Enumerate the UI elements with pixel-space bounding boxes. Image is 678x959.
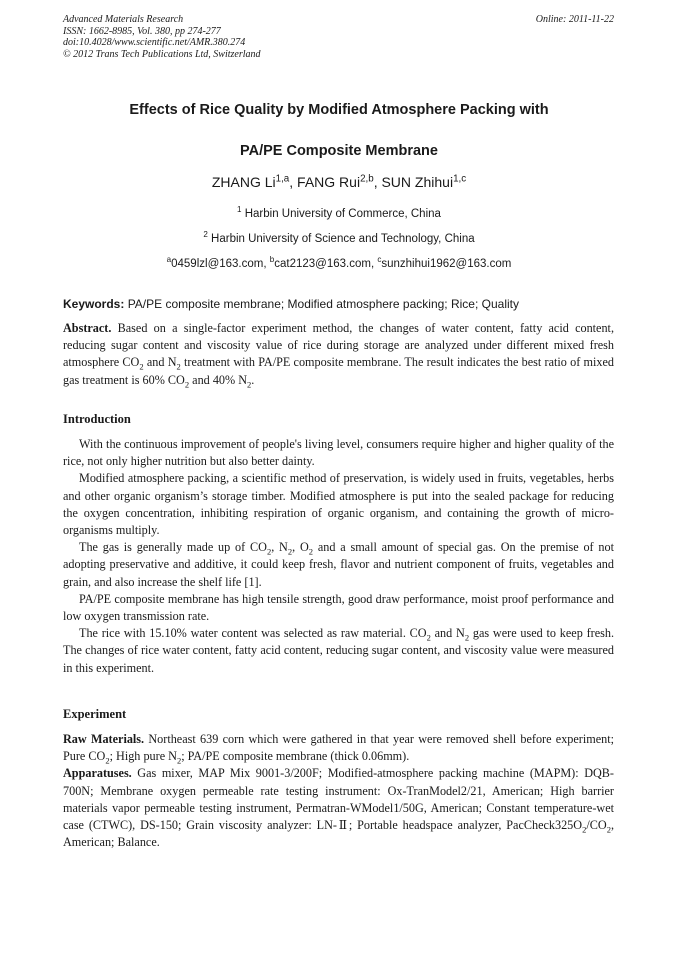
- email-c[interactable]: sunzhihui1962@163.com: [381, 258, 512, 270]
- subscript: 2: [582, 824, 587, 835]
- abstract-text: .: [251, 372, 255, 387]
- subscript: 2: [464, 632, 470, 643]
- subscript: 2: [184, 379, 190, 390]
- abstract-text: and N: [143, 355, 177, 370]
- title-line-1: Effects of Rice Quality by Modified Atmosphere Packing with: [129, 102, 549, 118]
- subscript: 2: [266, 546, 272, 557]
- affiliation-2: [0, 230, 678, 245]
- intro-text: gas were used to keep fresh. The changes of rice water content, fatty acid content, reducing sugar content, and viscosity value were measured in this experiment.: [63, 626, 614, 675]
- abstract: [63, 320, 614, 389]
- author-2: FANG Rui: [297, 174, 361, 190]
- online-date: Online: 2011-11-22: [535, 14, 614, 25]
- title-line-2: PA/PE Composite Membrane: [240, 143, 438, 159]
- intro-text: , O: [292, 540, 309, 555]
- author-sep: ,: [373, 174, 382, 190]
- subscript: 2: [606, 824, 611, 835]
- section-heading-introduction: Introduction: [63, 412, 131, 426]
- author-sep: ,: [289, 174, 298, 190]
- experiment-body: [63, 731, 614, 851]
- intro-paragraph-3: [63, 539, 614, 591]
- raw-materials: [63, 731, 614, 765]
- intro-text: and N: [430, 626, 465, 641]
- affiliation-1: [0, 205, 678, 220]
- author-2-sup: 2,b: [360, 173, 374, 185]
- keywords-label: Keywords:: [63, 297, 125, 311]
- author-1: ZHANG Li: [211, 174, 276, 190]
- aff-1-num: 1: [237, 205, 242, 215]
- author-list: [0, 174, 678, 190]
- email-a[interactable]: 0459lzl@163.com,: [171, 258, 270, 270]
- experiment-text: ; High pure N: [109, 749, 177, 764]
- abstract-text: treatment with PA/PE composite membrane. The result indicates the best ratio of mixed gas treatment is 60% CO: [63, 355, 614, 387]
- subscript: 2: [247, 379, 252, 390]
- subscript: 2: [308, 546, 314, 557]
- journal-name: Advanced Materials Research: [63, 14, 184, 25]
- experiment-text: Gas mixer, MAP Mix 9001-3/200F; Modified-atmosphere packing machine (MAPM): DQB-700N; Membrane oxygen permeable rate testing instrument: Ox-TranModel2/21, American; High barrier materials vapor permeable testing instrument, Permatran-WModel1/50G, American; Constant temperature-wet case (CTWC), DS-150; Grain viscosity analyzer: LN-Ⅱ; Portable headspace analyzer, PacCheck325O: [63, 766, 614, 833]
- author-3-sup: 1,c: [453, 173, 467, 185]
- subscript: 2: [105, 755, 110, 766]
- experiment-text: /CO: [586, 818, 607, 833]
- author-1-sup: 1,a: [275, 173, 290, 185]
- intro-paragraph-5: [63, 625, 614, 677]
- aff-2-num: 2: [203, 230, 208, 240]
- subscript: 2: [287, 546, 293, 557]
- abstract-text: Based on a single-factor experiment method, the changes of water content, fatty acid content, reducing sugar content and viscosity value of rice during storage are analyzed under different mixed fresh atmosphere CO: [63, 321, 614, 370]
- intro-text: , N: [271, 540, 288, 555]
- experiment-text: ; PA/PE composite membrane (thick 0.06mm).: [181, 749, 410, 764]
- copyright: © 2012 Trans Tech Publications Ltd, Switzerland: [63, 48, 261, 60]
- experiment-text: , American; Balance.: [63, 818, 614, 850]
- intro-paragraph-4: PA/PE composite membrane has high tensile strength, good draw performance, moist proof performance and low oxygen transmission rate.: [63, 591, 614, 624]
- subscript: 2: [139, 361, 144, 372]
- doi: doi:10.4028/www.scientific.net/AMR.380.274: [63, 37, 246, 48]
- raw-materials-label: Raw Materials.: [63, 732, 145, 746]
- subscript: 2: [176, 361, 181, 372]
- author-3: SUN Zhihui: [381, 174, 454, 190]
- issn: ISSN: 1662-8985, Vol. 380, pp 274-277: [63, 25, 221, 37]
- subscript: 2: [176, 755, 182, 766]
- intro-text: and a small amount of special gas. On the premise of not adopting preservative and additive, it could keep fresh, flavor and nutrient component of fruits, vegetables and grain, and also increase the shelf life [1].: [63, 540, 614, 589]
- intro-text: The gas is generally made up of CO: [79, 540, 267, 555]
- aff-1-text: Harbin University of Commerce, China: [241, 208, 441, 220]
- email-b-sup: b: [269, 255, 275, 265]
- keywords-text: PA/PE composite membrane; Modified atmosphere packing; Rice; Quality: [124, 297, 519, 311]
- author-emails: [0, 255, 678, 270]
- intro-paragraph-2: Modified atmosphere packing, a scientific method of preservation, is widely used in fruits, vegetables, herbs and other organic organism’s storage timber. Modified atmosphere is put into the sealed package for reducing the oxygen concentration, inhibiting respiration of organic organism, and containing the growth of micro-organisms multiply.: [63, 471, 614, 538]
- email-b[interactable]: cat2123@163.com,: [274, 258, 378, 270]
- apparatuses-label: Apparatuses.: [63, 766, 132, 781]
- intro-paragraph-1: With the continuous improvement of people's living level, consumers require higher and higher quality of the rice, not only higher nutrition but also better dainty.: [63, 437, 614, 469]
- aff-2-text: Harbin University of Science and Technology, China: [207, 233, 475, 245]
- abstract-label: Abstract.: [63, 321, 112, 335]
- email-a-sup: a: [166, 255, 172, 265]
- subscript: 2: [426, 632, 431, 643]
- email-c-sup: c: [377, 255, 382, 265]
- apparatuses: [63, 765, 614, 851]
- intro-text: The rice with 15.10% water content was selected as raw material. CO: [79, 626, 427, 641]
- experiment-text: Northeast 639 corn which were gathered in that year were removed shell before experiment; Pure CO: [63, 732, 614, 764]
- section-heading-experiment: Experiment: [63, 707, 127, 721]
- introduction-body: [63, 436, 614, 677]
- journal-header: [63, 14, 261, 60]
- abstract-text: and 40% N: [189, 372, 248, 387]
- keywords: [63, 296, 614, 313]
